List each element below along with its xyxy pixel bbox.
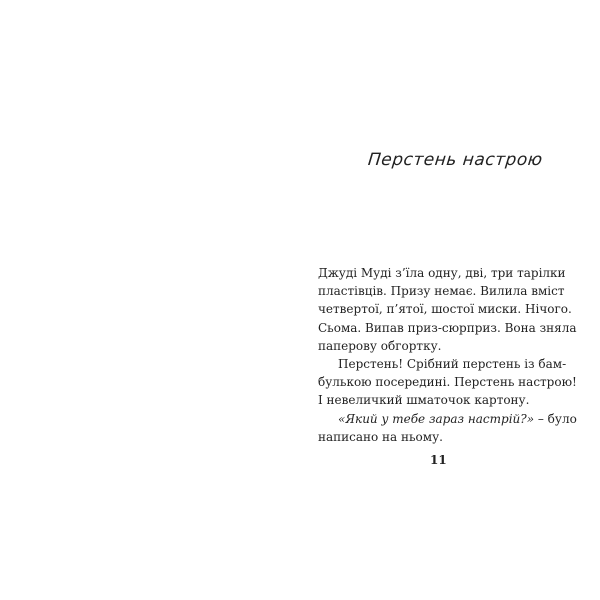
text-line: Джуді Муді з’їла одну, дві, три тарілки: [318, 266, 566, 280]
text-line: Сьома. Випав приз-сюрприз. Вона зняла: [318, 320, 577, 335]
text-line: І невеличкий шматочок картону.: [318, 393, 530, 408]
text-line: паперову обгортку.: [318, 338, 442, 353]
text-line: написано на ньому.: [318, 429, 443, 444]
quote-tail: – було: [534, 411, 577, 426]
text-line: [318, 410, 577, 428]
text-line: булькою посередині. Перстень настрою!: [318, 375, 577, 390]
page-number: 11: [430, 453, 447, 467]
body-text: [318, 264, 577, 446]
text-line: Перстень! Срібний перстень із бам-: [338, 357, 567, 372]
quote-text: «Який у тебе зараз настрій?»: [338, 411, 535, 426]
text-line: пластівців. Призу немає. Вилила вміст: [318, 284, 565, 299]
chapter-title: Перстень настрою: [366, 150, 544, 170]
text-line: четвертої, п’ятої, шостої миски. Нічого.: [318, 302, 572, 317]
